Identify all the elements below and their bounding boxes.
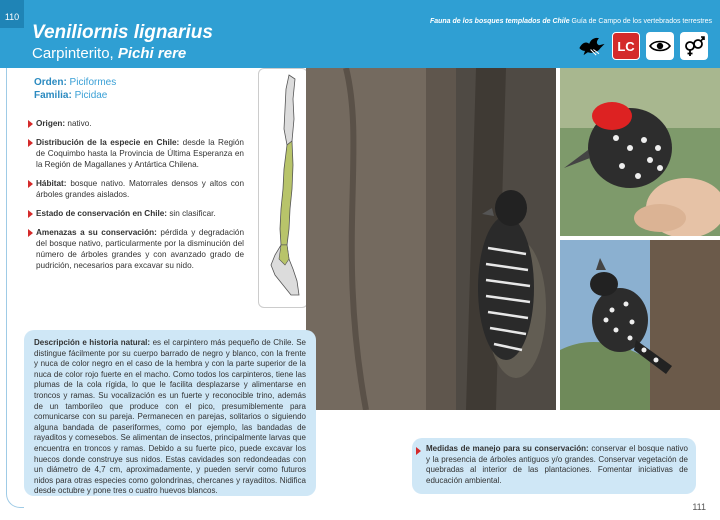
photo-woodpecker-female: [560, 240, 720, 410]
order-line: [34, 76, 116, 89]
order-label: Orden:: [34, 77, 67, 88]
fact-label: Estado de conservación en Chile:: [36, 209, 168, 218]
family-label: Familia:: [34, 90, 72, 101]
description-text: es el carpintero más pequeño de Chile. Se distingue fácilmente por su cuerpo barrado de negro y blanco, con la frente y nuca de color negro en el caso de la hembra y con la parte superior de la nuca de color rojo fuerte en el macho. Como todos los carpinteros, tiene las plumas de la cola rígida, lo que le facilita desplazarse y alimentarse en troncos y ramas. Su vocalización es un fuerte y reconocible trino, además de un tamborileo que produce con el pico, presumiblemente para comunicarse con su pareja. Permanecen en parejas, solitarios o siguiendo alguna bandada de paseriformes, como por ejemplo, las bandadas de rayaditos y comesebos. Se alimentan de insectos, principalmente larvas que encuentra en troncos y ramas. Debido a su fuerte pico, puede excavar los huecos donde construye sus nidos. Estas cavidades son redondeadas con un diámetro de 4,7 cm, aproximadamente, y pueden servir como futuros nidos para otras especies como golondrinas, chercanes y rayaditos. Nidifica desde octubre y pone tres o cuatro huevos blancos.: [34, 338, 306, 496]
common-name-prefix: Carpinterito,: [32, 45, 118, 62]
distribution-map: [258, 68, 308, 308]
fact-text: desde la Región de Coquimbo hasta la Provincia de Última Esperanza en la Región de Magallanes y Antártica Chilena.: [36, 138, 244, 169]
photo-woodpecker-in-hand: [560, 68, 720, 236]
species-scientific-name: Veniliornis lignarius: [32, 22, 213, 43]
family-line: [34, 89, 116, 102]
fact-threats: [28, 227, 244, 271]
conservation-status-badge: LC: [612, 32, 640, 60]
description-label: Descripción e historia natural:: [34, 338, 151, 347]
series-guide: Guía de Campo de los vertebrados terrestres: [569, 18, 712, 25]
series-title: [430, 18, 712, 25]
page-number-right: 111: [692, 502, 706, 512]
fact-habitat: [28, 178, 244, 200]
description-box: [24, 330, 316, 496]
fact-text: bosque nativo. Matorrales densos y altos con árboles grandes aislados.: [36, 179, 244, 199]
management-box: [412, 438, 696, 494]
fact-label: Amenazas a su conservación:: [36, 228, 157, 237]
fact-distribution: [28, 137, 244, 170]
male-female-icon: [680, 32, 708, 60]
bird-silhouette-icon: [578, 32, 606, 60]
order-value: Piciformes: [66, 77, 117, 88]
photo-woodpecker-on-trunk: [306, 68, 556, 410]
taxonomy: [34, 76, 116, 102]
fact-text: nativo.: [65, 119, 92, 128]
fact-text: pérdida y degradación del bosque nativo, particularmente por la disminución del número de árboles grandes y con avanzado grado de pudrición, necesarios para excavar su nido.: [36, 228, 244, 270]
fact-label: Hábitat:: [36, 179, 67, 188]
page-number-left: 110: [0, 0, 24, 28]
map-north: [284, 75, 295, 145]
fact-label: Distribución de la especie en Chile:: [36, 138, 180, 147]
species-common-name: [32, 45, 186, 62]
management-text: conservar el bosque nativo y la presencia de árboles antiguos y/o grandes. Conservar vegetación de quebradas al interior de las plantaciones. Fomentar iniciativas de educación ambiental.: [426, 444, 688, 485]
fact-label: Origen:: [36, 119, 66, 128]
series-name: Fauna de los bosques templados de Chile: [429, 18, 570, 25]
fact-text: sin clasificar.: [167, 209, 216, 218]
family-value: Picidae: [71, 90, 108, 101]
eye-icon: [646, 32, 674, 60]
fact-conservation-status: [28, 208, 244, 219]
facts-list: [28, 118, 244, 279]
left-frame-line: [6, 68, 24, 508]
management-label: Medidas de manejo para su conservación:: [426, 444, 589, 453]
common-name-local: Pichi rere: [117, 45, 187, 62]
header-icons: [578, 32, 708, 60]
map-range: [280, 141, 293, 245]
fact-origin: [28, 118, 244, 129]
